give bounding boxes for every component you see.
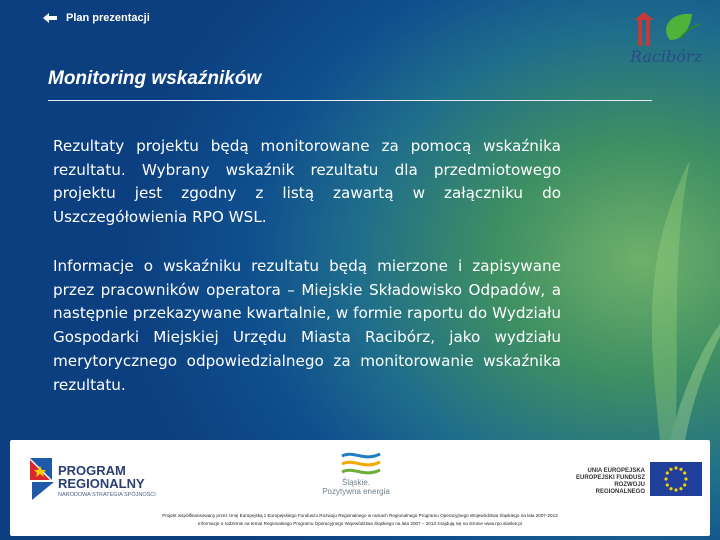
footer-logos bbox=[10, 440, 710, 536]
nav-label: Plan prezentacji bbox=[66, 12, 150, 24]
slide-title: Monitoring wskaźników bbox=[48, 68, 262, 89]
eu-line1: UNIA EUROPEJSKA bbox=[587, 468, 645, 474]
program-subtitle: NARODOWA STRATEGIA SPÓJNOŚCI bbox=[58, 492, 156, 498]
title-divider bbox=[48, 100, 652, 101]
program-line2: REGIONALNY bbox=[58, 476, 145, 491]
program-line1: PROGRAM bbox=[58, 463, 126, 478]
footnote-1: Projekt współfinansowany przez Unię Europejską z Europejskiego Funduszu Rozwoju Regionalnego w ramach Regionalnego Programu Operacyjnego Województwa Śląskiego na lata 2007-2013 bbox=[162, 513, 558, 518]
paragraph-2: Informacje o wskaźniku rezultatu będą mierzone i zapisywane przez pracowników operatora – Miejskie Składowisko Odpadów, a następnie przekazywane kwartalnie, w formie raportu do Wydziału Gospodarki Miejskiej Urzędu Miasta Racibórz, jako wydziału merytorycznego odpowiedzialnego za monitorowanie wskaźnika rezultatu. bbox=[53, 257, 561, 394]
footnote-2: Informacje o rodzinnie na temat Regionalnego Programu Operacyjnego Województwa Śląskiego na lata 2007 – 2013 znajdują się na stronie www.rpo.slaskie.pl bbox=[198, 521, 522, 526]
raciborz-logo bbox=[620, 10, 712, 70]
program-regionalny-title bbox=[58, 464, 145, 490]
slaskie-logo-icon bbox=[336, 448, 386, 482]
eu-line2: EUROPEJSKI FUNDUSZ bbox=[575, 475, 645, 481]
slaskie-text bbox=[316, 478, 396, 496]
nav-plan-prezentacji[interactable] bbox=[42, 12, 150, 24]
eu-text bbox=[565, 468, 645, 496]
paragraph-1: Rezultaty projektu będą monitorowane za pomocą wskaźnika rezultatu. Wybrany wskaźnik rezultatu dla przedmiotowego projektu jest zgodny z listą zawartą w załączniku do Uszczegółowienia RPO WSL. bbox=[53, 137, 561, 227]
eu-line3: ROZWOJU REGIONALNEGO bbox=[595, 482, 645, 495]
leaf-decoration bbox=[580, 120, 720, 440]
slaskie-slogan: Pozytywna energia bbox=[322, 487, 390, 496]
logo-text: Racibórz bbox=[630, 47, 702, 66]
back-arrow-icon bbox=[42, 12, 58, 24]
eu-flag-icon bbox=[650, 462, 702, 496]
slaskie-name: Śląskie. bbox=[341, 478, 370, 487]
